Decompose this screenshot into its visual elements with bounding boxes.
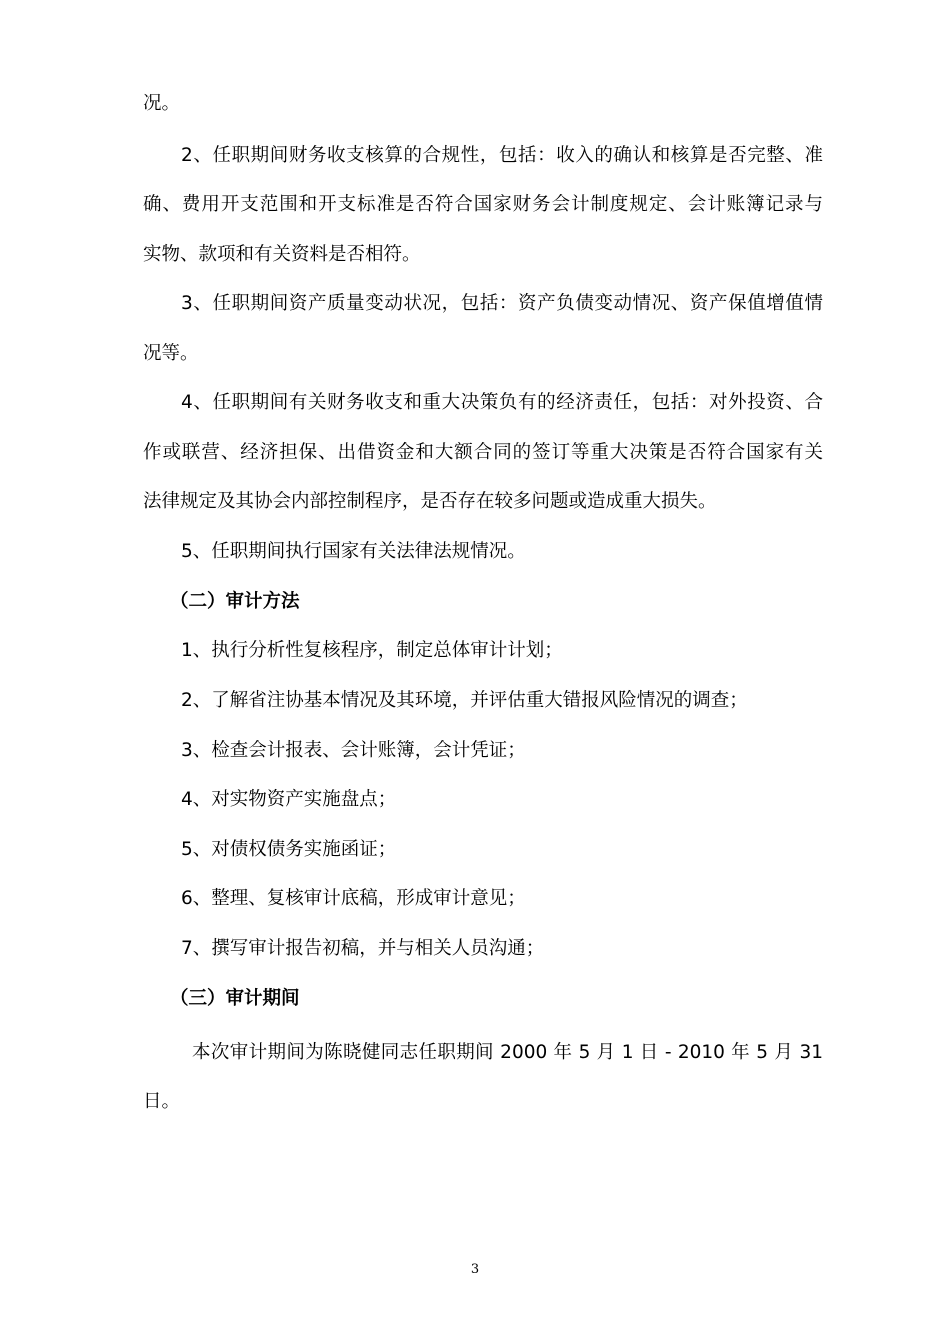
page-number: 3 <box>470 1262 480 1277</box>
paragraph-line: 况。 <box>143 93 181 114</box>
paragraph-line: 3、任职期间资产质量变动状况，包括：资产负债变动情况、资产保值增值情 <box>181 293 823 314</box>
list-item: 4、对实物资产实施盘点； <box>181 789 397 810</box>
paragraph-line: 况等。 <box>143 343 199 364</box>
paragraph-line: 日。 <box>143 1091 181 1112</box>
paragraph-line: 本次审计期间为陈晓健同志任职期间 2000 年 5 月 1 日 - 2010 年 5 月 31 <box>192 1042 823 1063</box>
list-item: 2、了解省注协基本情况及其环境，并评估重大错报风险情况的调查； <box>181 690 748 711</box>
section-heading: （二）审计方法 <box>170 591 300 612</box>
paragraph-line: 法律规定及其协会内部控制程序，是否存在较多问题或造成重大损失。 <box>143 491 717 512</box>
paragraph-line: 4、任职期间有关财务收支和重大决策负有的经济责任，包括：对外投资、合 <box>181 392 823 413</box>
paragraph-line: 5、任职期间执行国家有关法律法规情况。 <box>181 541 526 562</box>
section-heading: （三）审计期间 <box>170 988 300 1009</box>
list-item: 5、对债权债务实施函证； <box>181 839 397 860</box>
paragraph-line: 实物、款项和有关资料是否相符。 <box>143 244 421 265</box>
paragraph-line: 确、费用开支范围和开支标准是否符合国家财务会计制度规定、会计账簿记录与 <box>143 194 823 215</box>
list-item: 7、撰写审计报告初稿，并与相关人员沟通； <box>181 938 545 959</box>
list-item: 1、执行分析性复核程序，制定总体审计计划； <box>181 640 563 661</box>
list-item: 6、整理、复核审计底稿，形成审计意见； <box>181 888 526 909</box>
paragraph-line: 作或联营、经济担保、出借资金和大额合同的签订等重大决策是否符合国家有关 <box>143 442 823 463</box>
list-item: 3、检查会计报表、会计账簿，会计凭证； <box>181 740 526 761</box>
paragraph-line: 2、任职期间财务收支核算的合规性，包括：收入的确认和核算是否完整、准 <box>181 145 823 166</box>
